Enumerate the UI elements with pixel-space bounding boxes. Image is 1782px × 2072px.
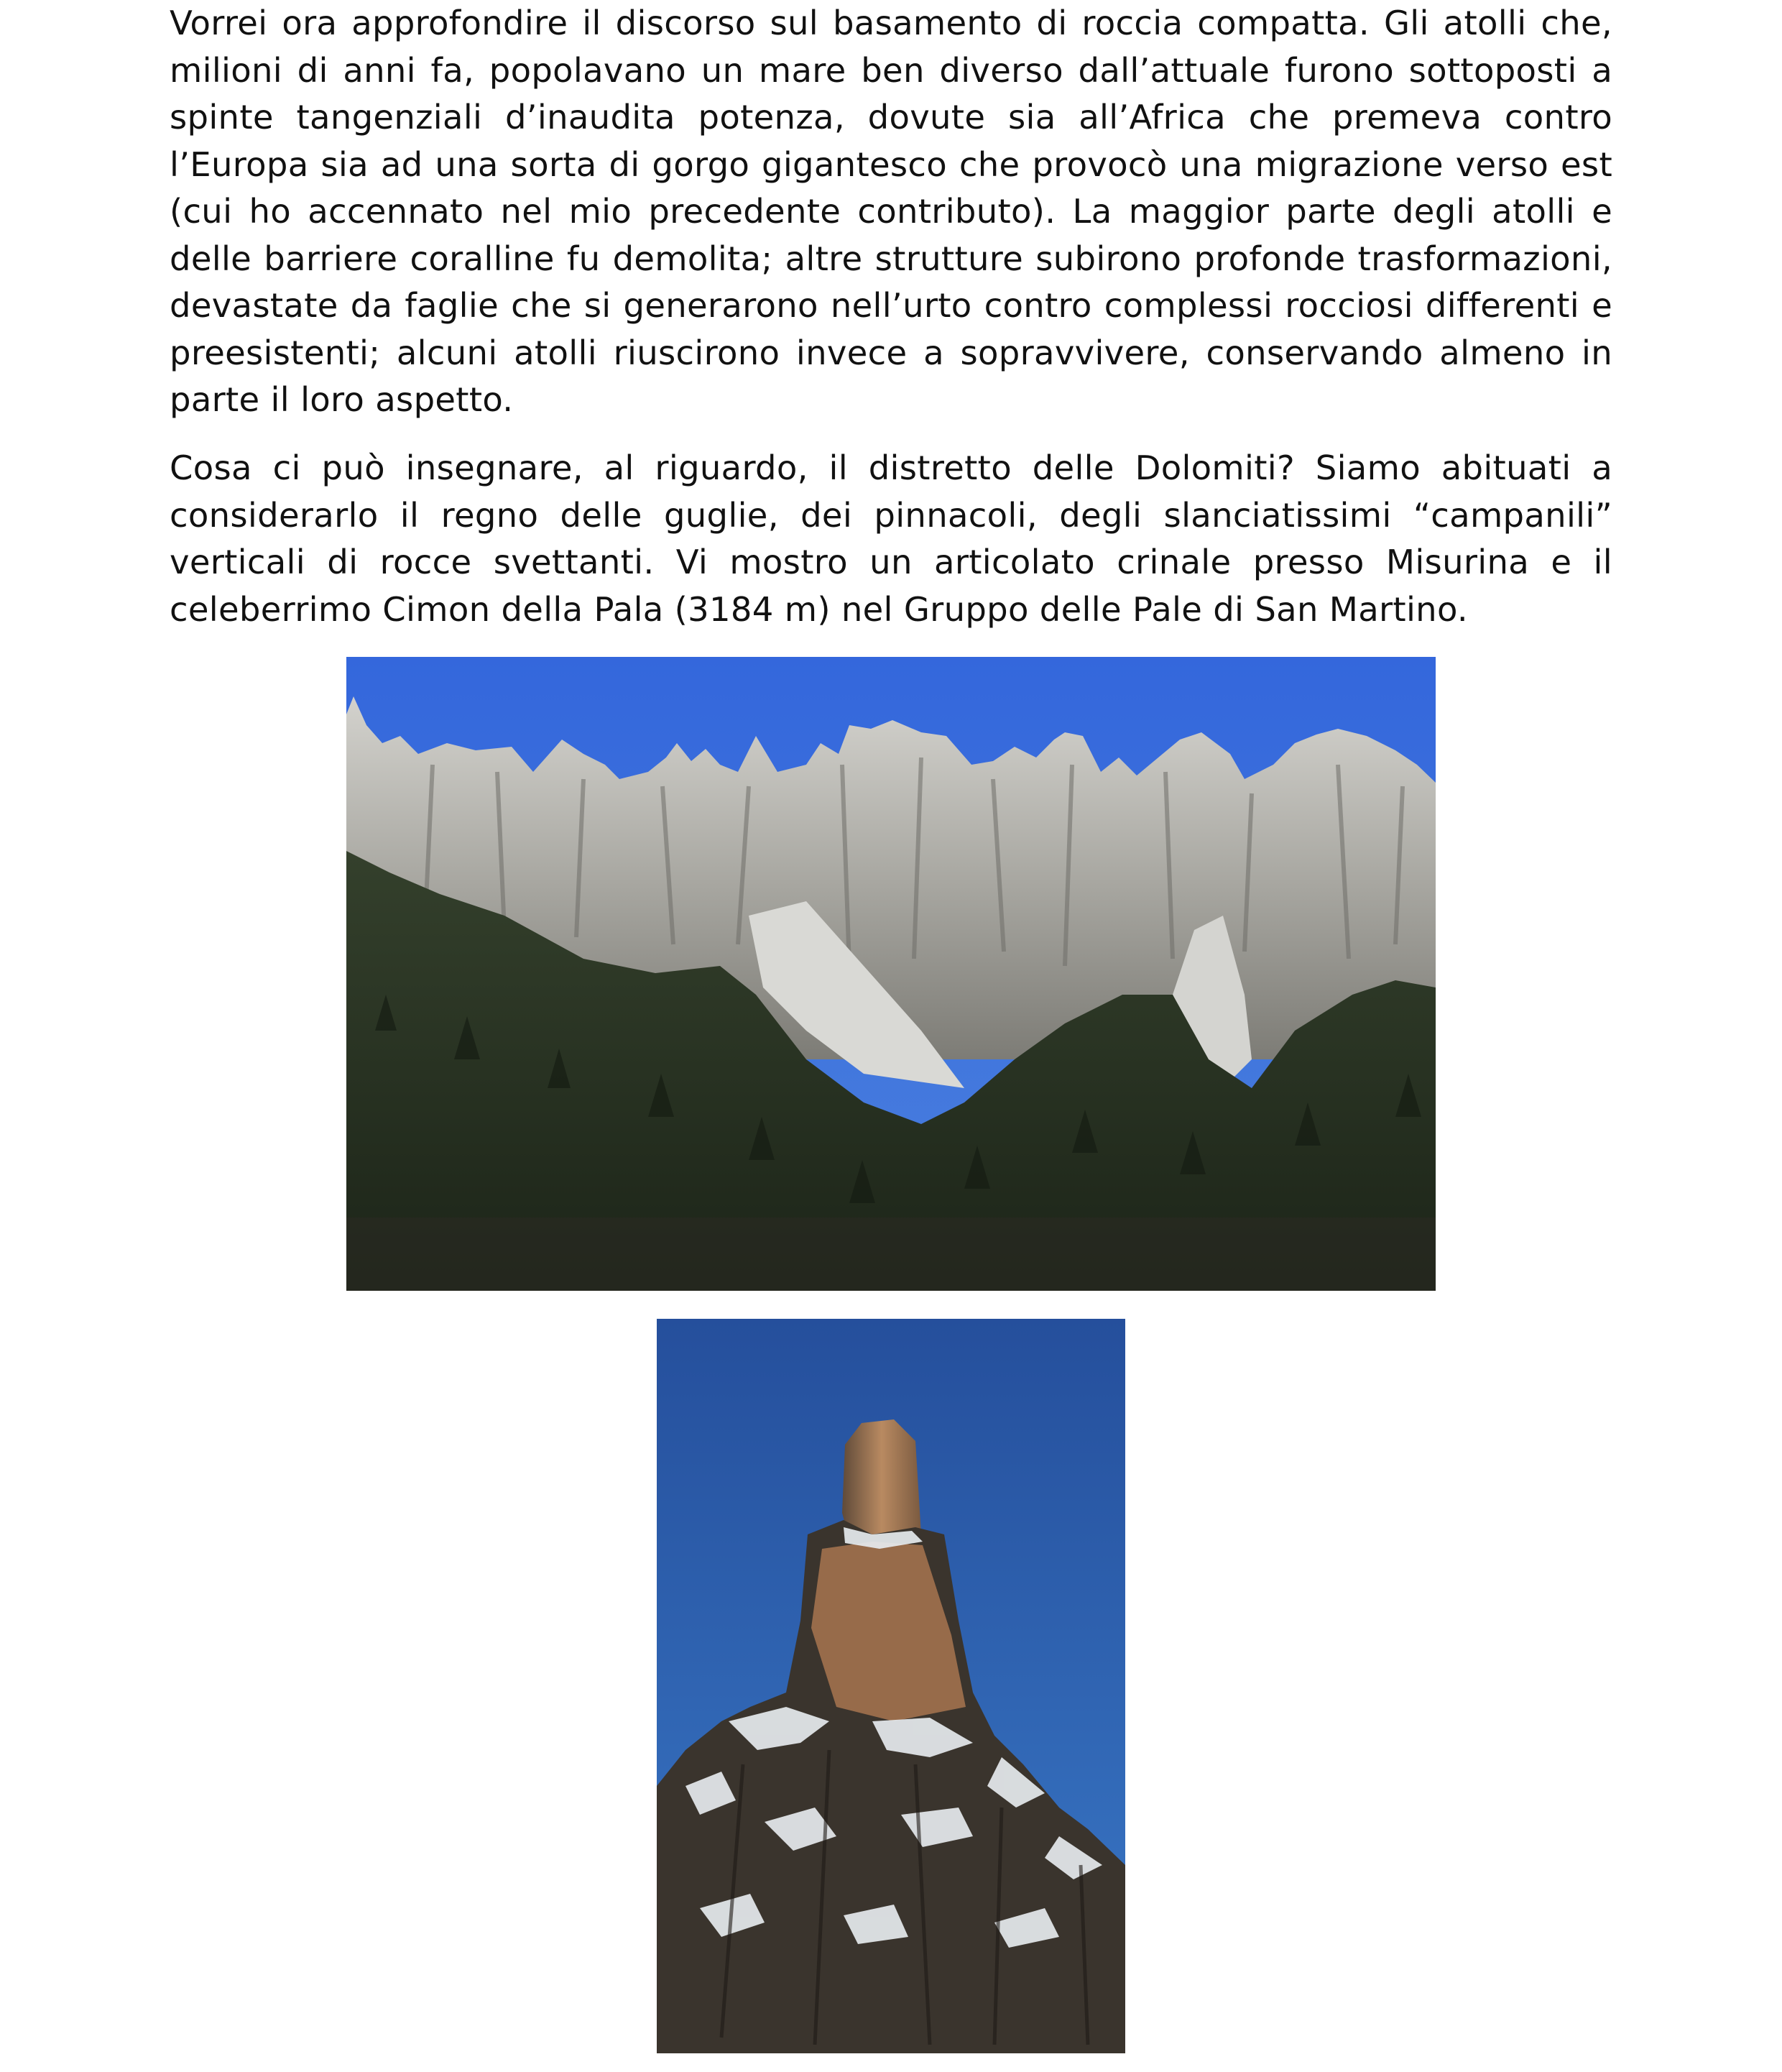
photo-ridge-graphic — [346, 657, 1436, 1291]
paragraph-1: Vorrei ora approfondire il discorso sul basamento di roccia compatta. Gli atolli che, milioni di anni fa, popolavano un mare ben diverso dall’attuale furono sottoposti a spinte tangenziali d’inaudita potenza, dovute sia all’Africa che premeva contro l’Europa sia ad una sorta di gorgo gigantesco che provocò una migrazione verso est (cui ho accennato nel mio precedente contributo). La maggior parte degli atolli e delle barriere coralline fu demolita; altre strutture subirono profonde trasformazioni, devastate da faglie che si generarono nell’urto contro complessi rocciosi differenti e preesistenti; alcuni atolli riuscirono invece a sopravvivere, conservando almeno in parte il loro aspetto. — [170, 4, 1612, 419]
paragraph-2: Cosa ci può insegnare, al riguardo, il distretto delle Dolomiti? Siamo abituati a considerarlo il regno delle guglie, dei pinnacoli, degli slanciatissimi “campanili” verticali di rocce svettanti. Vi mostro un articolato crinale presso Misurina e il celeberrimo Cimon della Pala (3184 m) nel Gruppo delle Pale di San Martino. — [170, 448, 1612, 629]
photo-ridge-misurina — [346, 657, 1436, 1291]
photo-cimon-della-pala — [657, 1319, 1125, 2053]
photo-peak-graphic — [657, 1319, 1125, 2053]
